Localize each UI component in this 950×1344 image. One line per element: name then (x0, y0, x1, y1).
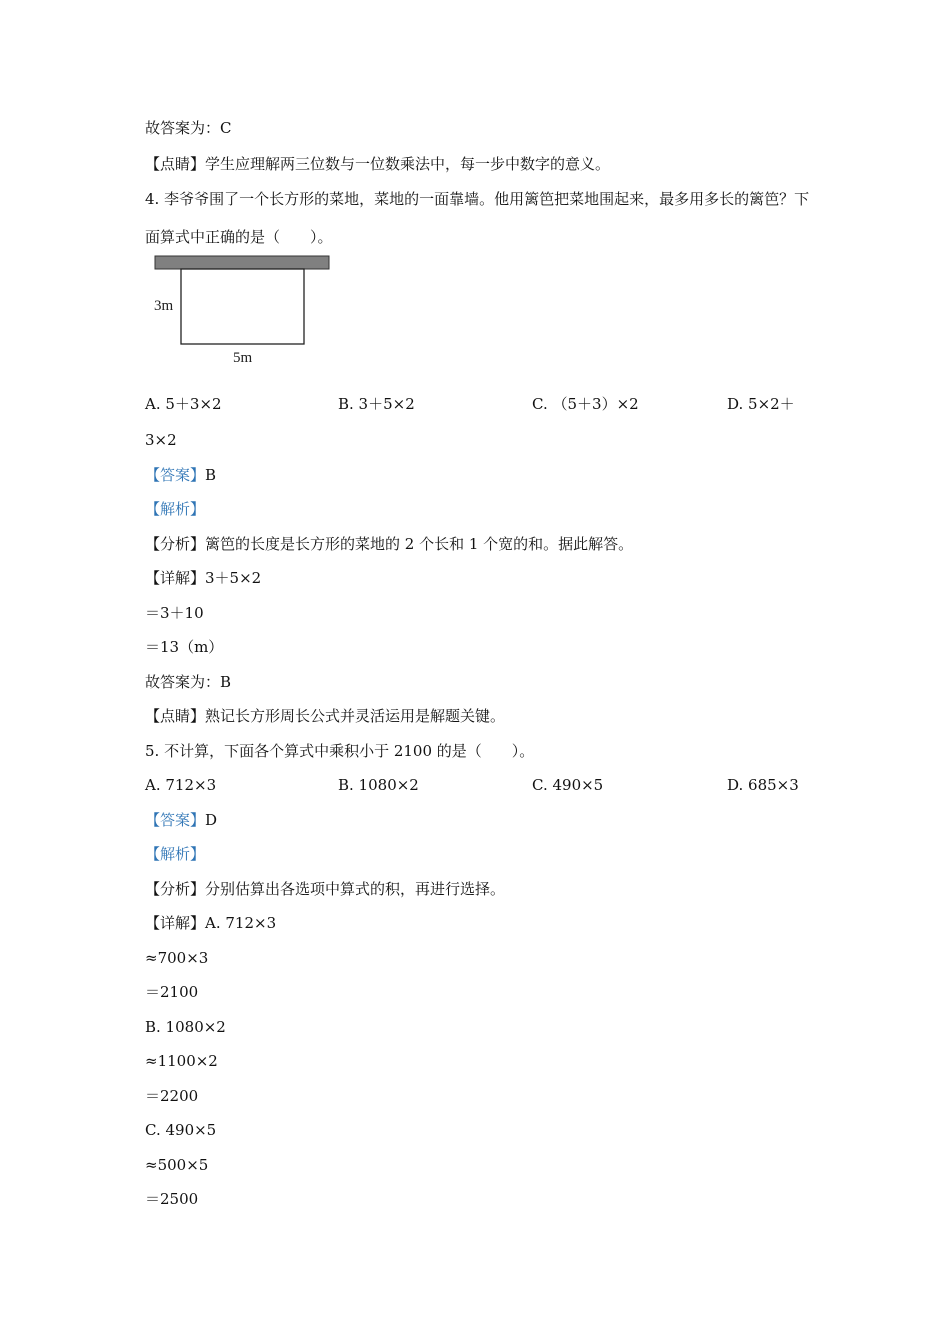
q5-options (145, 775, 815, 795)
final-4: 故答案为：B (145, 673, 232, 691)
tag-xiangjie: 【详解】 (145, 569, 206, 587)
step-5-3: B. 1080×2 (145, 1018, 226, 1036)
question-5: 5. 不计算，下面各个算式中乘积小于 2100 的是（ ）。 (145, 742, 535, 760)
q4-option-d: D. 5×2＋ (727, 395, 795, 413)
garden-rectangle (181, 269, 304, 344)
line-dianjing-prev (145, 154, 610, 174)
fenxi-4 (145, 534, 633, 554)
step-4-2: ＝13（m） (145, 638, 224, 656)
garden-figure (150, 252, 340, 372)
step-5-6: C. 490×5 (145, 1121, 217, 1139)
q5-option-a: A. 712×3 (145, 776, 217, 794)
dianjing-text: 熟记长方形周长公式并灵活运用是解题关键。 (205, 707, 506, 725)
tag-dianjing: 【点睛】 (145, 155, 206, 173)
step-4-1: ＝3＋10 (145, 604, 204, 622)
tag-answer: 【答案】 (145, 466, 206, 484)
step-5-7: ≈500×5 (145, 1156, 209, 1174)
fenxi-text: 篱笆的长度是长方形的菜地的 2 个长和 1 个宽的和。据此解答。 (205, 535, 634, 553)
tag-dianjing: 【点睛】 (145, 707, 206, 725)
step-5-8: ＝2500 (145, 1190, 199, 1208)
tag-answer: 【答案】 (145, 811, 206, 829)
step-5-4: ≈1100×2 (145, 1052, 218, 1070)
xiangjie-text: A. 712×3 (205, 914, 277, 932)
q4-option-d-cont: 3×2 (145, 431, 177, 449)
xiangjie-4 (145, 568, 261, 588)
fenxi-5 (145, 879, 505, 899)
step-5-1: ≈700×3 (145, 949, 209, 967)
q5-option-c: C. 490×5 (532, 776, 604, 794)
tag-xiangjie: 【详解】 (145, 914, 206, 932)
q5-option-d: D. 685×3 (727, 776, 799, 794)
wall (155, 256, 329, 269)
line-answer-prev: 故答案为：C (145, 119, 232, 137)
step-5-5: ＝2200 (145, 1087, 199, 1105)
fenxi-text: 分别估算出各选项中算式的积，再进行选择。 (205, 880, 506, 898)
xiangjie-text: 3＋5×2 (205, 569, 262, 587)
length-label: 5m (233, 350, 253, 366)
jiexi-4: 【解析】 (145, 500, 206, 518)
q4-option-a: A. 5＋3×2 (145, 395, 222, 413)
answer-4 (145, 465, 216, 485)
q5-option-b: B. 1080×2 (338, 776, 419, 794)
xiangjie-5 (145, 913, 276, 933)
answer-5 (145, 810, 217, 830)
answer-value: B (205, 466, 217, 484)
jiexi-5: 【解析】 (145, 845, 206, 863)
step-5-2: ＝2100 (145, 983, 199, 1001)
dianjing-4 (145, 706, 505, 726)
q4-option-b: B. 3＋5×2 (338, 395, 415, 413)
q4-option-c: C. （5＋3）×2 (532, 395, 639, 413)
tag-fenxi: 【分析】 (145, 880, 206, 898)
tag-fenxi: 【分析】 (145, 535, 206, 553)
width-label: 3m (154, 298, 174, 314)
q4-options (145, 394, 815, 414)
answer-value: D (205, 811, 218, 829)
dianjing-text: 学生应理解两三位数与一位数乘法中，每一步中数字的意义。 (205, 155, 611, 173)
question-4: 4. 李爷爷围了一个长方形的菜地，菜地的一面靠墙。他用篱笆把菜地围起来，最多用多长的篱笆？下面算式中正确的是（ ）。 (145, 190, 810, 246)
